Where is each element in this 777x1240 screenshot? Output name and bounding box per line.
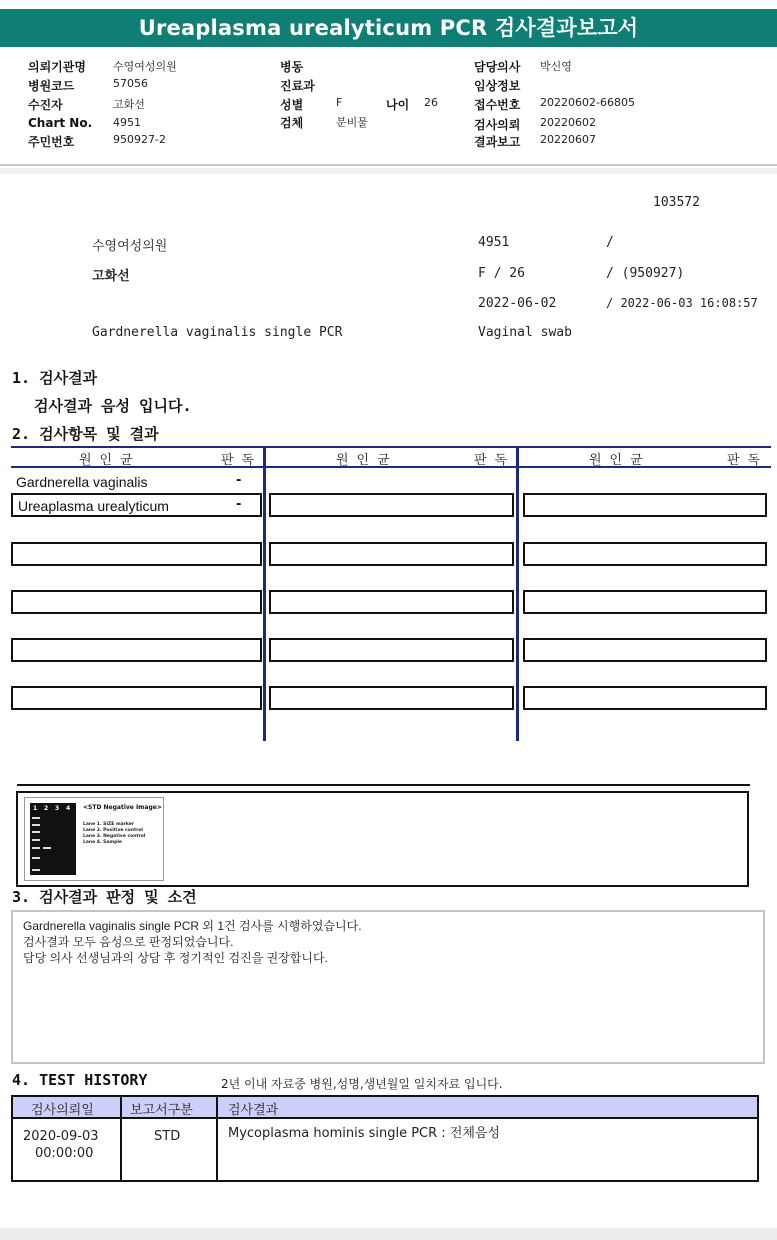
receipt-label: 접수번호 — [474, 98, 521, 112]
institution-label: 의뢰기관명 — [28, 60, 86, 74]
column-divider-2 — [516, 446, 519, 741]
result-row-3-col-3 — [523, 542, 767, 566]
resident-value: 950927-2 — [113, 133, 166, 146]
clinical-label: 임상정보 — [474, 79, 521, 93]
chart-value: 4951 — [113, 116, 141, 129]
resident-label: 주민번호 — [28, 135, 75, 149]
request-value: 20220602 — [540, 116, 596, 129]
result-row-5-col-3 — [523, 638, 767, 662]
gel-image-card — [24, 797, 164, 881]
section1-heading: 1. 검사결과 — [12, 369, 98, 387]
section2-heading: 2. 검사항목 및 결과 — [12, 425, 159, 443]
col-pathogen-3: 원인균 — [589, 453, 651, 468]
gel-legend-1: Lane 1. SIZE marker — [83, 822, 135, 827]
doctor-label: 담당의사 — [474, 60, 521, 74]
opinion-box — [11, 910, 765, 1064]
request-label: 검사의뢰 — [474, 118, 521, 132]
form-patient: 고화선 — [92, 269, 130, 284]
form-chart-no: 4951 — [478, 235, 510, 250]
form-birth: / (950927) — [606, 266, 685, 281]
dept-label: 진료과 — [280, 79, 315, 93]
gel-legend-2: Lane 2. Positive control — [83, 828, 143, 833]
history-note: 2년 이내 자료중 병원,성명,생년월일 일치자료 입니다. — [221, 1077, 503, 1091]
gel-legend-4: Lane 4. Sample — [83, 840, 122, 845]
section1-summary: 검사결과 음성 입니다. — [34, 397, 192, 415]
age-label: 나이 — [386, 98, 410, 112]
history-col-result: 검사결과 — [228, 1103, 279, 1118]
ward-label: 병동 — [280, 60, 304, 74]
institution-value: 수영여성의원 — [113, 60, 177, 73]
marker-band — [32, 839, 40, 841]
history-row-time: 00:00:00 — [35, 1146, 94, 1161]
history-table-header — [13, 1097, 757, 1119]
chart-label: Chart No. — [28, 116, 93, 130]
report-title: Ureaplasma urealyticum PCR 검사결과보고서 — [0, 9, 777, 47]
image-top-rule — [17, 784, 750, 786]
history-row-result: Mycoplasma hominis single PCR : 전체음성 — [228, 1126, 501, 1141]
result-row-2-col-2 — [269, 493, 514, 517]
marker-band — [32, 869, 40, 871]
section3-heading: 3. 검사결과 판정 및 소견 — [12, 888, 197, 906]
history-row-date: 2020-09-03 — [23, 1129, 99, 1144]
marker-band — [32, 824, 40, 826]
result-row-2-col-3 — [523, 493, 767, 517]
positive-control-band — [43, 847, 51, 849]
age-value: 26 — [424, 96, 438, 109]
col-judgement-3: 판독 — [727, 453, 769, 468]
history-col-divider-2 — [216, 1097, 218, 1180]
marker-band — [32, 831, 40, 833]
hospital-code-value: 57056 — [113, 77, 148, 90]
result-row-6-col-3 — [523, 686, 767, 710]
result-row-3-col-2 — [269, 542, 514, 566]
col-judgement-1: 판독 — [221, 453, 263, 468]
result-row-5-col-2 — [269, 638, 514, 662]
marker-band — [32, 847, 40, 849]
lane-number-1: 1 — [33, 805, 38, 812]
hospital-code-label: 병원코드 — [28, 79, 75, 93]
result-row-4-col-2 — [269, 590, 514, 614]
history-row-type: STD — [154, 1129, 181, 1144]
result-value: 20220607 — [540, 133, 596, 146]
col-pathogen-1: 원인균 — [79, 453, 141, 468]
history-col-divider-1 — [120, 1097, 122, 1180]
result-label: 결과보고 — [474, 135, 521, 149]
specimen-value: 분비물 — [336, 116, 368, 129]
form-slash: / — [606, 235, 614, 250]
patient-value: 고화선 — [113, 98, 145, 111]
sex-value: F — [336, 96, 343, 109]
marker-band — [32, 817, 40, 819]
gel-image-title: <STD Negative Image> — [83, 804, 162, 811]
result-value-2: - — [236, 497, 242, 512]
lane-number-2: 2 — [44, 805, 49, 812]
footer-band — [0, 1228, 777, 1240]
column-divider-1 — [263, 446, 266, 741]
form-request-date: 2022-06-02 — [478, 296, 557, 311]
result-organism-2: Ureaplasma urealyticum — [18, 498, 169, 514]
history-table — [11, 1095, 759, 1182]
form-sex-age: F / 26 — [478, 266, 525, 281]
receipt-value: 20220602-66805 — [540, 96, 635, 109]
col-header-group-2 — [266, 448, 516, 466]
result-row-5-col-1 — [11, 638, 262, 662]
sex-label: 성별 — [280, 98, 304, 112]
result-row-6-col-2 — [269, 686, 514, 710]
opinion-line-1: Gardnerella vaginalis single PCR 외 1건 검사를 시행하였습니다. — [23, 919, 362, 933]
result-row-4-col-1 — [11, 590, 262, 614]
report-header — [0, 52, 777, 166]
patient-label: 수진자 — [28, 98, 63, 112]
specimen-label: 검체 — [280, 116, 304, 130]
col-pathogen-2: 원인균 — [336, 453, 398, 468]
header-divider-band — [0, 168, 777, 174]
form-test-name: Gardnerella vaginalis single PCR — [92, 325, 343, 340]
form-institution: 수영여성의원 — [92, 239, 168, 254]
gel-image-frame — [16, 791, 749, 887]
col-header-group-1 — [11, 448, 263, 466]
form-report-datetime: / 2022-06-03 16:08:57 — [606, 296, 758, 310]
opinion-line-3: 담당 의사 선생님과의 상담 후 정기적인 검진을 권장합니다. — [23, 951, 328, 965]
col-judgement-2: 판독 — [474, 453, 516, 468]
result-row-6-col-1 — [11, 686, 262, 710]
lane-number-3: 3 — [55, 805, 60, 812]
result-row-3-col-1 — [11, 542, 262, 566]
col-header-group-3 — [519, 448, 771, 466]
result-row-4-col-3 — [523, 590, 767, 614]
result-organism-1: Gardnerella vaginalis — [16, 474, 148, 490]
section4-heading: 4. TEST HISTORY — [12, 1071, 148, 1089]
lane-number-4: 4 — [66, 805, 71, 812]
gel-legend-3: Lane 3. Negative control — [83, 834, 146, 839]
gel-electrophoresis-image — [30, 803, 76, 875]
form-specimen: Vaginal swab — [478, 325, 572, 340]
serial-number: 103572 — [653, 195, 700, 210]
result-value-1: - — [236, 473, 242, 488]
marker-band — [32, 857, 40, 859]
history-col-date: 검사의뢰일 — [31, 1103, 94, 1118]
history-col-type: 보고서구분 — [130, 1103, 193, 1118]
opinion-line-2: 검사결과 모두 음성으로 판정되었습니다. — [23, 935, 234, 949]
doctor-value: 박신영 — [540, 60, 572, 73]
result-row-2-col-1 — [11, 493, 262, 517]
